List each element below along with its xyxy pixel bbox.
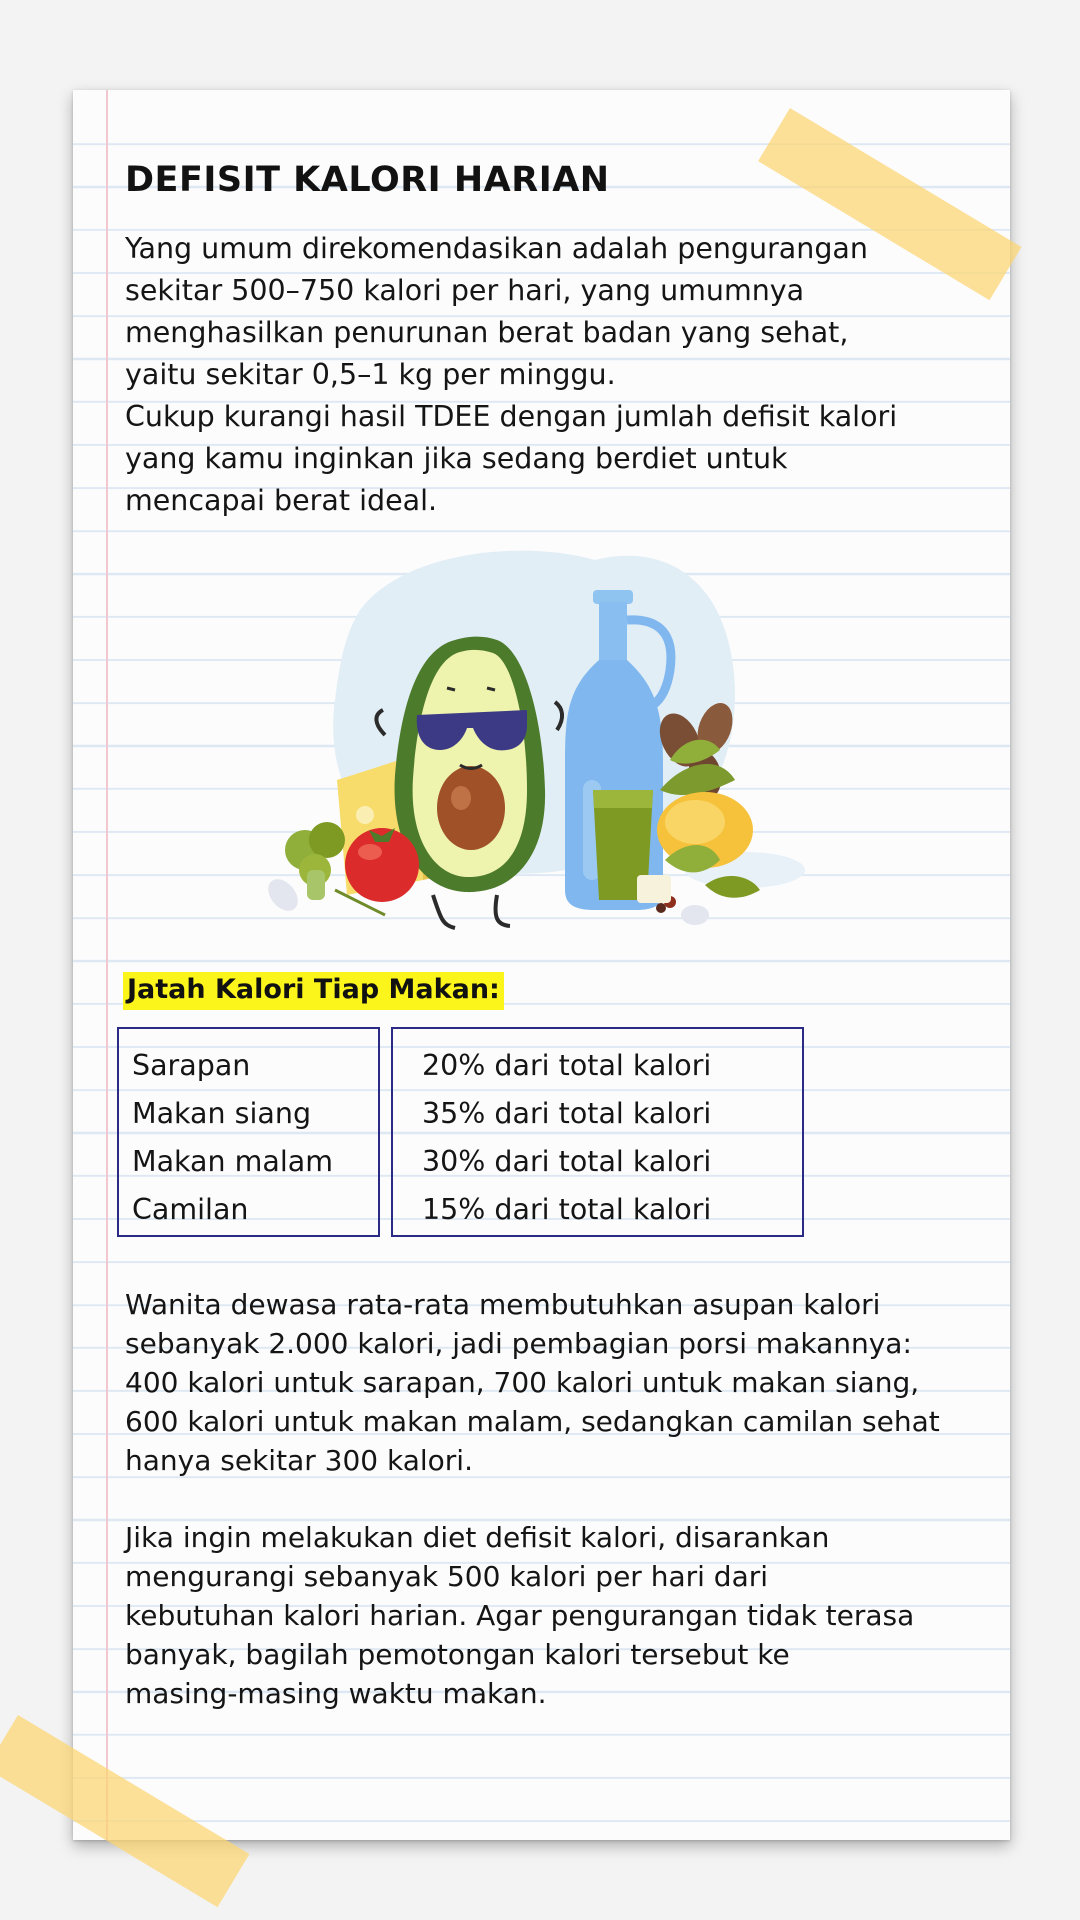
meal-names-list <box>132 1042 333 1234</box>
calorie-example-paragraph: Wanita dewasa rata-rata membutuhkan asupan kalori sebanyak 2.000 kalori, jadi pembagian porsi makannya: 400 kalori untuk sarapan, 700 kalori untuk makan siang, 600 kalori untuk makan malam, sedangkan camilan sehat hanya sekitar 300 kalori. <box>125 1288 940 1477</box>
meal-portion: 15% dari total kalori <box>422 1193 712 1226</box>
meal-portions-box <box>391 1027 804 1237</box>
meal-portion: 20% dari total kalori <box>422 1049 712 1082</box>
meal-name: Camilan <box>132 1193 249 1226</box>
meal-allocation-title: Jatah Kalori Tiap Makan: <box>123 968 504 1010</box>
meal-portion: 30% dari total kalori <box>422 1145 712 1178</box>
tomato-icon <box>345 828 419 902</box>
food-illustration <box>265 540 830 935</box>
meal-name: Makan malam <box>132 1145 334 1178</box>
meal-portions-list <box>422 1042 711 1234</box>
meal-name: Sarapan <box>132 1049 251 1082</box>
margin-line <box>106 90 108 1840</box>
meal-portion: 35% dari total kalori <box>422 1097 712 1130</box>
intro-paragraph: Yang umum direkomendasikan adalah pengurangan sekitar 500–750 kalori per hari, yang umumnya menghasilkan penurunan berat badan yang sehat, yaitu sekitar 0,5–1 kg per minggu. Cukup kurangi hasil TDEE dengan jumlah defisit kalori yang kamu inginkan jika sedang berdiet untuk mencapai berat ideal. <box>125 232 898 517</box>
meal-names-box <box>117 1027 380 1237</box>
deficit-advice-paragraph: Jika ingin melakukan diet defisit kalori, disarankan mengurangi sebanyak 500 kalori per hari dari kebutuhan kalori harian. Agar pengurangan tidak terasa banyak, bagilah pemotongan kalori tersebut ke masing-masing waktu makan. <box>125 1521 915 1710</box>
meal-name: Makan siang <box>132 1097 312 1130</box>
page-title: DEFISIT KALORI HARIAN <box>125 160 610 200</box>
